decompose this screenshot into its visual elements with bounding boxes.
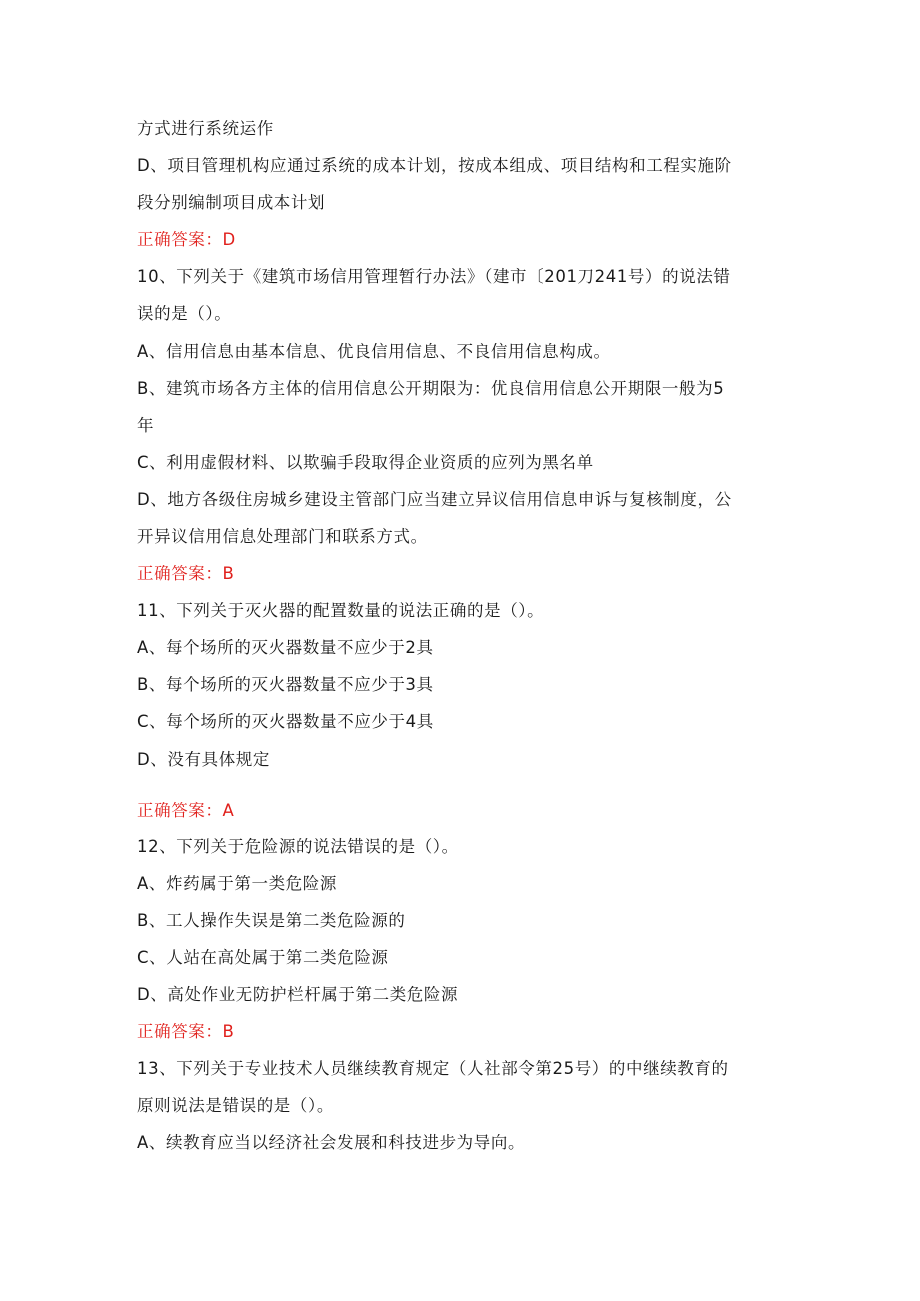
- option-b: B、建筑市场各方主体的信用信息公开期限为：优良信用信息公开期限一般为5: [137, 379, 725, 398]
- text-line: 年: [137, 416, 155, 435]
- correct-answer: 正确答案：A: [137, 801, 235, 820]
- option-c: C、人站在高处属于第二类危险源: [137, 948, 389, 967]
- option-a: A、炸药属于第一类危险源: [137, 874, 337, 893]
- question-11: 11、下列关于灭火器的配置数量的说法正确的是（）。: [137, 601, 545, 620]
- option-d: D、地方各级住房城乡建设主管部门应当建立异议信用信息申诉与复核制度，公: [137, 490, 732, 509]
- option-d: D、没有具体规定: [137, 750, 271, 769]
- option-b: B、工人操作失误是第二类危险源的: [137, 911, 406, 930]
- option-b: B、每个场所的灭火器数量不应少于3具: [137, 675, 434, 694]
- text-line: 原则说法是错误的是（）。: [137, 1096, 334, 1115]
- text-line: 误的是（）。: [137, 304, 232, 323]
- question-13: 13、下列关于专业技术人员继续教育规定（人社部令第25号）的中继续教育的: [137, 1059, 729, 1078]
- option-c: C、利用虚假材料、以欺骗手段取得企业资质的应列为黑名单: [137, 453, 594, 472]
- correct-answer: 正确答案：B: [137, 1022, 235, 1041]
- text-line: 段分别编制项目成本计划: [137, 193, 326, 212]
- question-12: 12、下列关于危险源的说法错误的是（）。: [137, 837, 459, 856]
- option-a: A、每个场所的灭火器数量不应少于2具: [137, 638, 434, 657]
- option-d: D、项目管理机构应通过系统的成本计划，按成本组成、项目结构和工程实施阶: [137, 156, 732, 175]
- option-a: A、续教育应当以经济社会发展和科技进步为导向。: [137, 1133, 526, 1152]
- option-d: D、高处作业无防护栏杆属于第二类危险源: [137, 985, 459, 1004]
- correct-answer: 正确答案：B: [137, 564, 235, 583]
- text-line: 方式进行系统运作: [137, 119, 274, 138]
- question-10: 10、下列关于《建筑市场信用管理暂行办法》（建市〔201刀241号）的说法错: [137, 267, 731, 286]
- text-line: 开异议信用信息处理部门和联系方式。: [137, 527, 428, 546]
- correct-answer: 正确答案：D: [137, 230, 236, 249]
- option-a: A、信用信息由基本信息、优良信用信息、不良信用信息构成。: [137, 342, 611, 361]
- option-c: C、每个场所的灭火器数量不应少于4具: [137, 712, 434, 731]
